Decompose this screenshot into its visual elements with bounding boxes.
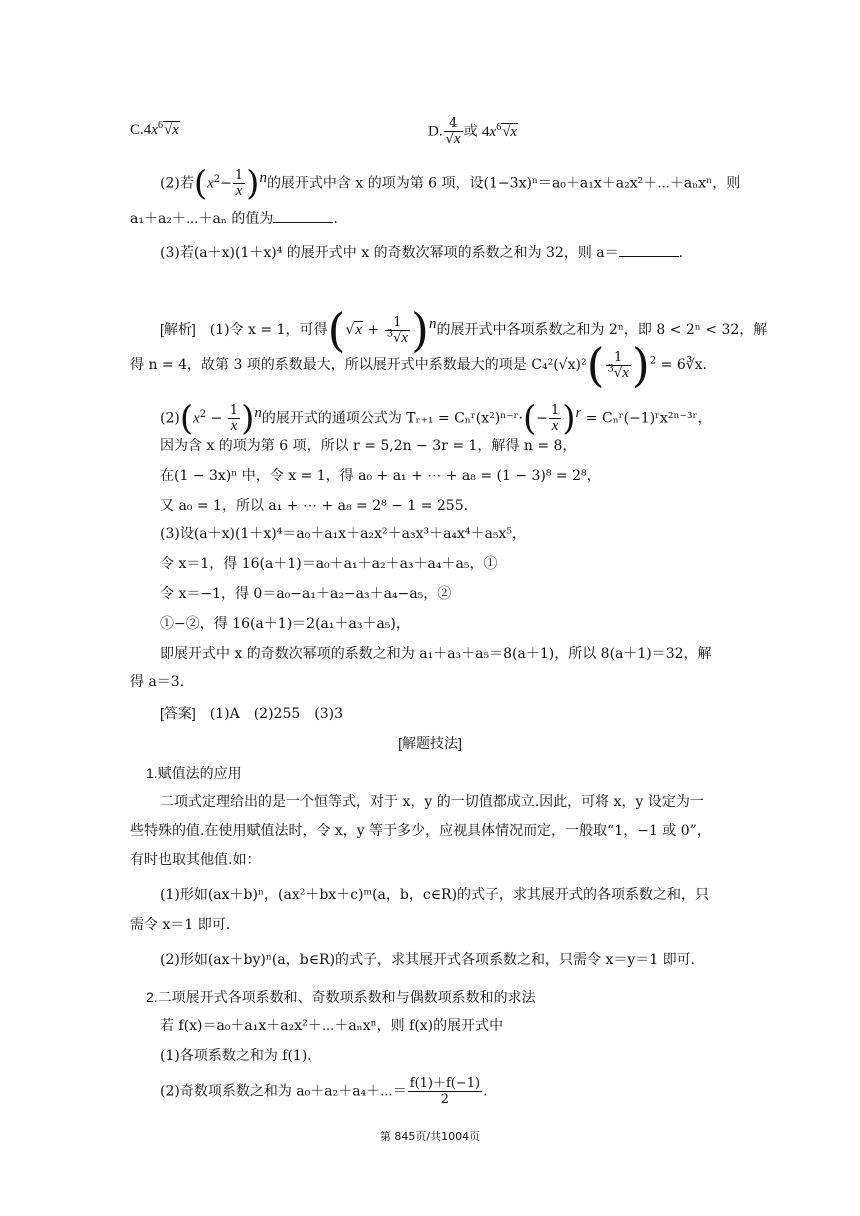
tip-2-line-3: (2)奇数项系数之和为 a₀＋a₂＋a₄＋⋯＝ $\frac{f(1)+f(-1)}{2}$ . [160,1076,488,1107]
sol1-rest: 的展开式中各项系数之和为 2ⁿ，即 8 < 2ⁿ < 32，解 [436,322,768,338]
answer-text: (1)A (2)255 (3)3 [209,706,344,722]
sol1-max-term: 得 n = 4，故第 3 项的系数最大，所以展开式中系数最大的项是 C₄²(√x)² [130,357,587,373]
tip-1-line-5: 需令 x＝1 即可. [130,917,231,933]
sol2-general-term: 的展开式的通项公式为 Tᵣ₊₁ = Cₙʳ(x²)ⁿ⁻ʳ· [261,410,523,427]
tip-1-line-1: 二项式定理给出的是一个恒等式，对于 x，y 的一切值都成立.因此，可将 x，y 设定为一 [160,794,704,810]
solution-3-line-2: 令 x＝1，得 16(a＋1)＝a₀＋a₁＋a₂＋a₃＋a₄＋a₅，① [160,556,498,572]
tip-2-odd-sum: (2)奇数项系数之和为 a₀＋a₂＋a₄＋⋯＝ [160,1083,407,1100]
answer-line [160,703,343,724]
q2-ask: a₁＋a₂＋⋯＋aₙ 的值为 [130,211,274,227]
solution-3-line-4: ①−②，得 16(a＋1)＝2(a₁＋a₃＋a₅)， [160,616,410,632]
tip-1-line-6: (2)形如(ax＋by)ⁿ(a，b∈R)的式子，求其展开式各项系数之和，只需令 x＝y＝1 即可. [160,952,696,968]
answer-label: [答案] [160,705,196,721]
q2-rest: 的展开式中含 x 的项为第 6 项，设(1−3x)ⁿ＝a₀＋a₁x＋a₂x²＋⋯＋aₙxⁿ，则 [266,175,741,192]
solution-2-line-3: 在(1 − 3x)ⁿ 中，令 x = 1，得 a₀ + a₁ + ⋯ + a₈ = (1 − 3)⁸ = 2⁸， [160,468,601,484]
tip-1-line-2: 些特殊的值.在使用赋值法时，令 x，y 等于多少，应视具体情况而定，一般取“1，−1 或 0”， [130,823,711,839]
sol1-prefix: (1)令 x = 1，可得 [209,322,328,338]
tip-2-line-2: (1)各项系数之和为 f(1). [160,1048,312,1064]
solution-3-line-3: 令 x＝−1，得 0＝a₀−a₁＋a₂−a₃＋a₄−a₅，② [160,586,452,602]
tip-2-line-1: 若 f(x)＝a₀＋a₁x＋a₂x²＋⋯＋aₙxⁿ，则 f(x)的展开式中 [160,1018,504,1034]
solution-2-line-4: 又 a₀ = 1，所以 a₁ + ⋯ + a₈ = 2⁸ − 1 = 255. [160,498,469,514]
option-d: D. $\frac{4}{√x}$ 或 $4x^6√x$ [428,116,518,147]
option-c: $C.4x^6√x$ [130,120,179,138]
tip-1-title: 1.赋值法的应用 [146,765,242,781]
fraction-numerator: f(1)＋f(−1) [409,1076,481,1091]
question-2-line-2: a₁＋a₂＋⋯＋aₙ 的值为 . [130,208,338,229]
answer-blank [273,208,333,223]
solution-2-line-2: 因为含 x 的项为第 6 项，所以 r = 5,2n − 3r = 1，解得 n = 8， [160,438,577,454]
answer-blank [619,242,679,257]
solution-3-line-6: 得 a＝3. [130,674,185,690]
tip-1-line-4: (1)形如(ax＋b)ⁿ，(ax²＋bx＋c)ᵐ(a，b，c∈R)的式子，求其展开式的各项系数之和，只 [160,887,710,903]
solution-label: [解析] [160,321,196,337]
sol2-general-term-result: = Cₙʳ(−1)ʳx²ⁿ⁻³ʳ， [585,410,712,427]
sol2-prefix: (2) [160,410,180,427]
q3-text: (3)若(a＋x)(1＋x)⁴ 的展开式中 x 的奇数次幂项的系数之和为 32，则 a＝ [160,245,619,261]
question-3: (3)若(a＋x)(1＋x)⁴ 的展开式中 x 的奇数次幂项的系数之和为 32，则 a＝ . [160,242,683,263]
solution-2-line-1: $(2)(x^2$ − $\frac{1}{x}$ )$^n$的展开式的通项公式为 Tᵣ₊₁ = Cₙʳ(x²)ⁿ⁻ʳ·(− $\frac{1}{x}$ )$^r$ = Cₙʳ(−1)ʳx²ⁿ⁻³ʳ， [160,398,712,439]
solution-line-1: [解析] (1)令 x = 1，可得(√x + $\frac{1}{^3√x}$ )$^n$的展开式中各项系数之和为 2ⁿ，即 8 < 2ⁿ < 32，解 [160,303,768,357]
solution-line-2: 得 n = 4，故第 3 项的系数最大，所以展开式中系数最大的项是 C₄²(√x)²( $\frac{1}{^3√x}$ )$^2$ = 6∛x. [130,338,707,392]
tips-title: [解题技法] [398,735,462,751]
solution-3-line-5: 即展开式中 x 的奇数次幂项的系数之和为 a₁＋a₃＋a₅＝8(a＋1)，所以 8(a＋1)＝32，解 [160,646,712,662]
fraction-denominator: 2 [408,1091,482,1107]
tip-1-line-3: 有时也取其他值.如： [130,852,261,868]
page-footer: 第 845页/共1004页 [379,1130,481,1143]
sol1-result: = 6∛x. [660,357,707,373]
solution-3-line-1: (3)设(a＋x)(1＋x)⁴＝a₀＋a₁x＋a₂x²＋a₃x³＋a₄x⁴＋a₅x⁵， [160,526,527,542]
tip-2-title: 2.二项展开式各项系数和、奇数项系数和与偶数项系数和的求法 [146,989,536,1005]
question-2-line-1: (2)若($x^2-$ $\frac{1}{x}$ )$^n$的展开式中含 x 的项为第 6 项，设(1−3x)ⁿ＝a₀＋a₁x＋a₂x²＋⋯＋aₙxⁿ，则 [160,163,741,204]
odd-sum-fraction [408,1076,482,1107]
q2-prefix: (2)若 [160,175,194,192]
